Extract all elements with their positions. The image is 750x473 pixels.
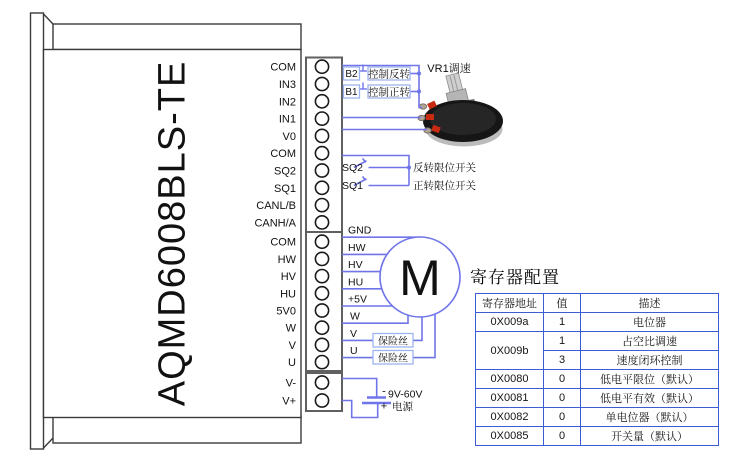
sq1-id: SQ1 (342, 180, 364, 192)
wire-label: +5V (348, 293, 367, 306)
fuse-label: 保险丝 (378, 353, 408, 365)
col-header-address: 寄存器地址 (476, 294, 544, 313)
col-header-value: 值 (544, 294, 581, 313)
pin-label: V0 (282, 130, 296, 143)
reg-value: 1 (544, 313, 581, 332)
reg-addr: 0X0085 (476, 427, 544, 446)
terminal-circle (315, 376, 328, 389)
b2-id: B2 (345, 69, 358, 80)
reverse-label: 控制反转 (368, 68, 410, 81)
junction-dot (407, 166, 411, 170)
wire-label: U (350, 345, 358, 358)
flange-bevel-top (44, 14, 54, 24)
vr1-speed-label: VR1调速 (427, 63, 471, 75)
reg-desc: 电位器 (581, 313, 719, 332)
terminal-circle (315, 235, 328, 248)
reg-addr: 0X0082 (476, 408, 544, 427)
wire-label: V (350, 327, 358, 340)
terminal-circle (315, 95, 328, 108)
reg-value: 1 (544, 332, 581, 351)
wire-label: W (350, 310, 360, 323)
pin-label: COM (270, 236, 296, 249)
pin-label: COM (270, 148, 296, 161)
reg-desc: 开关量（默认） (581, 427, 719, 446)
pin-label: SQ1 (273, 182, 296, 195)
reg-desc: 占空比调速 (581, 332, 719, 351)
junction-dot (417, 72, 421, 76)
reg-addr: 0X0080 (476, 370, 544, 389)
junction-dot (417, 90, 421, 94)
table-row (476, 389, 719, 408)
table-row (476, 313, 719, 332)
device-model-label: AQMD6008BLS-TE (151, 60, 194, 407)
b1-id: B1 (345, 87, 358, 98)
sq2-id: SQ2 (342, 162, 364, 174)
pot-face (430, 103, 496, 135)
reg-desc: 低电平限位（默认） (581, 370, 719, 389)
terminal-circle (315, 181, 328, 194)
pin-label: U (288, 357, 296, 370)
battery-plus-sign: + (380, 400, 388, 413)
reg-desc: 单电位器（默认） (581, 408, 719, 427)
wire-vminus (342, 379, 377, 398)
heatsink-flange (31, 13, 44, 449)
terminal-circle (315, 287, 328, 300)
terminal-circle (315, 147, 328, 160)
pin-label: SQ2 (273, 165, 296, 178)
terminal-circle (315, 199, 328, 212)
terminal-circle (315, 394, 328, 407)
flange-bevel-bottom (44, 438, 54, 448)
wire-label: GND (348, 224, 372, 237)
pin-label: IN3 (278, 79, 296, 91)
reg-addr: 0X009b (476, 332, 544, 370)
housing-bottom-bar (53, 416, 301, 444)
wire-label: HV (348, 259, 363, 272)
fuse-label: 保险丝 (378, 336, 408, 348)
table-row (476, 408, 719, 427)
table-row (476, 332, 719, 351)
reg-addr: 0X009a (476, 313, 544, 332)
terminal-circle (315, 112, 328, 125)
wire-label: HW (348, 241, 366, 254)
potentiometer-photo (418, 71, 503, 147)
pin-label: IN2 (278, 96, 296, 109)
table-row (476, 427, 719, 446)
terminal-circle (315, 338, 328, 351)
pin-label: V (288, 339, 296, 352)
motor-wire-labels (348, 225, 372, 357)
reg-addr: 0X0081 (476, 389, 544, 408)
table-header-row (476, 294, 719, 313)
pushbutton-b1-symbol (359, 83, 367, 90)
pin-label: V- (285, 377, 296, 390)
reg-value: 3 (544, 351, 581, 370)
power-voltage-range: 9V-60V (388, 388, 423, 401)
pin-label: COM (270, 61, 296, 74)
sq2-label: 反转限位开关 (413, 162, 476, 174)
terminal-circle (315, 356, 328, 369)
terminal-circle (315, 77, 328, 90)
pin-label: W (285, 322, 296, 335)
housing-top-bar (53, 24, 301, 50)
pin-label: HU (280, 288, 296, 301)
wire-label: HU (348, 276, 364, 289)
terminal-circle (315, 216, 328, 229)
reg-value: 0 (544, 427, 581, 446)
col-header-desc: 描述 (581, 294, 719, 313)
motor-symbol: M (399, 250, 441, 306)
reg-desc: 速度闭环控制 (581, 351, 719, 370)
forward-label: 控制正转 (368, 86, 410, 99)
terminal-circle (315, 270, 328, 283)
terminal-circle (315, 164, 328, 177)
reg-desc: 低电平有效（默认） (581, 389, 719, 408)
terminal-circle (315, 129, 328, 142)
terminal-circle (315, 304, 328, 317)
battery-minus-sign: - (382, 385, 386, 398)
reg-value: 0 (544, 389, 581, 408)
table-row (476, 370, 719, 389)
pin-label: 5V0 (276, 305, 296, 318)
pin-label: HW (277, 253, 296, 266)
pin-label: HV (280, 271, 296, 284)
pin-label: CANH/A (254, 217, 296, 230)
terminal-circle (315, 252, 328, 265)
register-table-title: 寄存器配置 (470, 268, 560, 287)
reg-value: 0 (544, 370, 581, 389)
power-label: 电源 (392, 401, 413, 413)
sq1-label: 正转限位开关 (413, 180, 476, 192)
register-table (475, 293, 719, 446)
pin-label: IN1 (278, 113, 296, 126)
pin-label: V+ (282, 395, 296, 408)
pin-label: CANL/B (256, 200, 296, 213)
fuses (373, 334, 413, 365)
reg-value: 0 (544, 408, 581, 427)
terminal-circle (315, 60, 328, 73)
terminal-circle (315, 321, 328, 334)
